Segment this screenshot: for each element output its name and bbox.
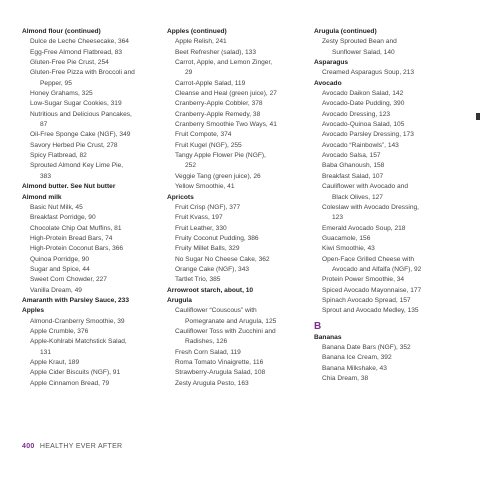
index-column-3 — [314, 27, 460, 384]
index-entry: Sugar and Spice, 44 — [30, 265, 90, 273]
index-entry: Apple Relish, 241 — [175, 38, 227, 46]
index-entry-continuation: 29 — [185, 69, 193, 77]
index-heading: Arugula (continued) — [314, 28, 377, 35]
index-entry: Avocado Daikon Salad, 142 — [322, 90, 404, 98]
index-entry: Guacamole, 156 — [322, 234, 371, 242]
index-entry: Chocolate Chip Oat Muffins, 81 — [30, 224, 122, 232]
index-entry: Sprout and Avocado Medley, 135 — [322, 307, 419, 315]
index-heading: Apples (continued) — [167, 28, 227, 35]
page-number: 400 — [22, 443, 35, 450]
index-entry: Veggie Tang (green juice), 26 — [175, 172, 261, 180]
index-entry-continuation: Black Olives, 127 — [332, 193, 383, 201]
index-heading: Apples — [22, 307, 44, 315]
index-entry: Cranberry-Apple Cobbler, 378 — [175, 100, 263, 108]
index-entry: Cauliflower Toss with Zucchini and — [175, 327, 276, 335]
index-entry: Dulce de Leche Cheesecake, 364 — [30, 38, 129, 46]
index-entry: Fruity Millet Balls, 329 — [175, 245, 240, 253]
index-entry: Baba Ghanoush, 158 — [322, 162, 385, 170]
index-entry: Quinoa Porridge, 90 — [30, 255, 90, 263]
index-entry: Chia Dream, 38 — [322, 375, 369, 382]
index-entry: Kiwi Smoothie, 43 — [322, 245, 375, 253]
book-title: HEALTHY EVER AFTER — [39, 443, 123, 450]
index-entry: Gluten-Free Pie Crust, 254 — [30, 59, 109, 67]
index-entry: Creamed Asparagus Soup, 213 — [322, 69, 415, 77]
index-heading: Almond milk — [22, 193, 62, 201]
index-entry: Strawberry-Arugula Salad, 108 — [175, 369, 266, 377]
index-heading: Amaranth with Parsley Sauce, 233 — [22, 296, 130, 304]
index-entry: Apple-Kohlrabi Matchstick Salad, — [30, 338, 127, 346]
index-entry: Cranberry-Apple Remedy, 38 — [175, 110, 261, 118]
index-entry: Avocado-Quinoa Salad, 105 — [322, 121, 405, 129]
index-entry: Emerald Avocado Soup, 218 — [322, 224, 406, 232]
index-entry: Avocado Salsa, 157 — [322, 152, 381, 160]
index-entry: Cauliflower with Avocado and — [322, 183, 409, 191]
index-entry: Carrot-Apple Salad, 119 — [175, 79, 246, 87]
index-entry: Breakfast Porridge, 90 — [30, 214, 96, 222]
index-entry: Fresh Corn Salad, 119 — [175, 348, 241, 356]
index-entry: Sprouted Almond Key Lime Pie, — [30, 162, 124, 170]
index-entry-continuation: Pomegranate and Arugula, 125 — [185, 317, 277, 325]
index-entry: Coleslaw with Avocado Dressing, — [322, 203, 419, 211]
index-entry: Fruit Crisp (NGF), 377 — [175, 203, 241, 211]
index-entry: Basic Nut Milk, 45 — [30, 203, 83, 211]
index-heading: Almond butter. See Nut butter — [22, 183, 116, 191]
index-entry: Tangy Apple Flower Pie (NGF), — [175, 152, 266, 160]
index-heading: Arrowroot starch, about, 10 — [167, 286, 254, 294]
index-entry: Tartlet Trio, 385 — [175, 276, 221, 284]
section-letter: B — [314, 320, 322, 332]
index-entry-continuation: 123 — [332, 214, 344, 222]
index-entry: Gluten-Free Pizza with Broccoli and — [30, 69, 135, 77]
thumb-tab-marker — [476, 113, 480, 120]
index-entry: Apple Crumble, 376 — [30, 327, 89, 335]
index-entry: Cleanse and Heal (green juice), 27 — [175, 90, 277, 98]
index-entry: Fruit Kugel (NGF), 255 — [175, 141, 242, 149]
index-entry: Avocado Parsley Dressing, 173 — [322, 131, 414, 139]
index-entry: Spiced Avocado Mayonnaise, 177 — [322, 286, 422, 294]
index-entry: Oil-Free Sponge Cake (NGF), 349 — [30, 131, 131, 139]
index-entry-continuation: Avocado and Alfalfa (NGF), 92 — [332, 265, 422, 273]
index-entry: Roma Tomato Vinaigrette, 116 — [175, 359, 264, 366]
index-entry: Apple Cider Biscuits (NGF), 91 — [30, 369, 121, 377]
index-entry: Low-Sugar Sugar Cookies, 319 — [30, 100, 122, 108]
index-entry: Avocado Dressing, 123 — [322, 110, 391, 118]
index-entry-continuation: Sunflower Salad, 140 — [332, 48, 395, 56]
index-heading: Arugula — [167, 296, 192, 304]
index-entry: No Sugar No Cheese Cake, 362 — [175, 255, 270, 263]
index-entry: Cauliflower “Couscous” with — [175, 307, 257, 315]
index-entry: Sweet Corn Chowder, 227 — [30, 276, 107, 284]
index-entry-continuation: 87 — [40, 121, 48, 129]
index-entry: Avocado-Date Pudding, 390 — [322, 100, 405, 108]
index-entry: Banana Milkshake, 43 — [322, 364, 387, 372]
index-entry: Zesty Sprouted Bean and — [322, 38, 397, 46]
index-entry: Spinach Avocado Spread, 157 — [322, 296, 411, 304]
index-column-1 — [22, 27, 168, 389]
index-entry: Fruit Kvass, 197 — [175, 214, 223, 222]
index-entry: Egg-Free Almond Flatbread, 83 — [30, 48, 122, 56]
index-entry: Protein Power Smoothie, 34 — [322, 276, 405, 284]
index-heading: Asparagus — [314, 59, 349, 67]
index-heading: Bananas — [314, 333, 342, 341]
index-entry: Cranberry Smoothie Two Ways, 41 — [175, 121, 277, 129]
index-entry: Avocado “Rainbowls”, 143 — [322, 141, 399, 149]
index-entry-continuation: 131 — [40, 348, 52, 356]
index-entry: Fruit Compote, 374 — [175, 131, 232, 139]
index-entry-continuation: Radishes, 126 — [185, 338, 228, 346]
index-heading: Almond flour (continued) — [22, 28, 101, 35]
index-entry: Banana Ice Cream, 392 — [322, 354, 392, 362]
index-entry: Fruity Coconut Pudding, 386 — [175, 234, 259, 242]
index-entry: Yellow Smoothie, 41 — [175, 183, 235, 191]
index-entry: Open-Face Grilled Cheese with — [322, 255, 414, 263]
index-heading: Apricots — [167, 193, 194, 201]
index-entry: Carrot, Apple, and Lemon Zinger, — [175, 59, 273, 67]
index-entry: Beet Refresher (salad), 133 — [175, 48, 256, 56]
index-entry: Orange Cake (NGF), 343 — [175, 265, 250, 273]
index-entry-continuation: Pepper, 95 — [40, 79, 72, 87]
index-entry: Apple Cinnamon Bread, 79 — [30, 379, 110, 387]
index-entry: High-Protein Coconut Bars, 366 — [30, 245, 124, 253]
index-entry: Savory Herbed Pie Crust, 278 — [30, 141, 118, 149]
index-entry: Banana Date Bars (NGF), 352 — [322, 343, 411, 351]
index-entry: Almond-Cranberry Smoothie, 39 — [30, 317, 125, 325]
index-entry: Zesty Arugula Pesto, 163 — [175, 379, 249, 387]
index-entry: Nutritious and Delicious Pancakes, — [30, 110, 132, 118]
index-entry-continuation: 383 — [40, 172, 52, 180]
index-entry: Fruit Leather, 330 — [175, 224, 227, 232]
index-entry: Breakfast Salad, 107 — [322, 172, 384, 180]
index-column-2 — [167, 27, 313, 389]
index-entry: Spicy Flatbread, 82 — [30, 152, 87, 160]
index-entry: High-Protein Bread Bars, 74 — [30, 234, 113, 242]
index-entry-continuation: 252 — [185, 162, 197, 170]
index-entry: Apple Kraut, 189 — [30, 359, 80, 366]
index-entry: Honey Grahams, 325 — [30, 90, 93, 98]
index-heading: Avocado — [314, 79, 342, 87]
page-footer — [22, 443, 122, 450]
index-entry: Vanilla Dream, 49 — [30, 286, 82, 294]
